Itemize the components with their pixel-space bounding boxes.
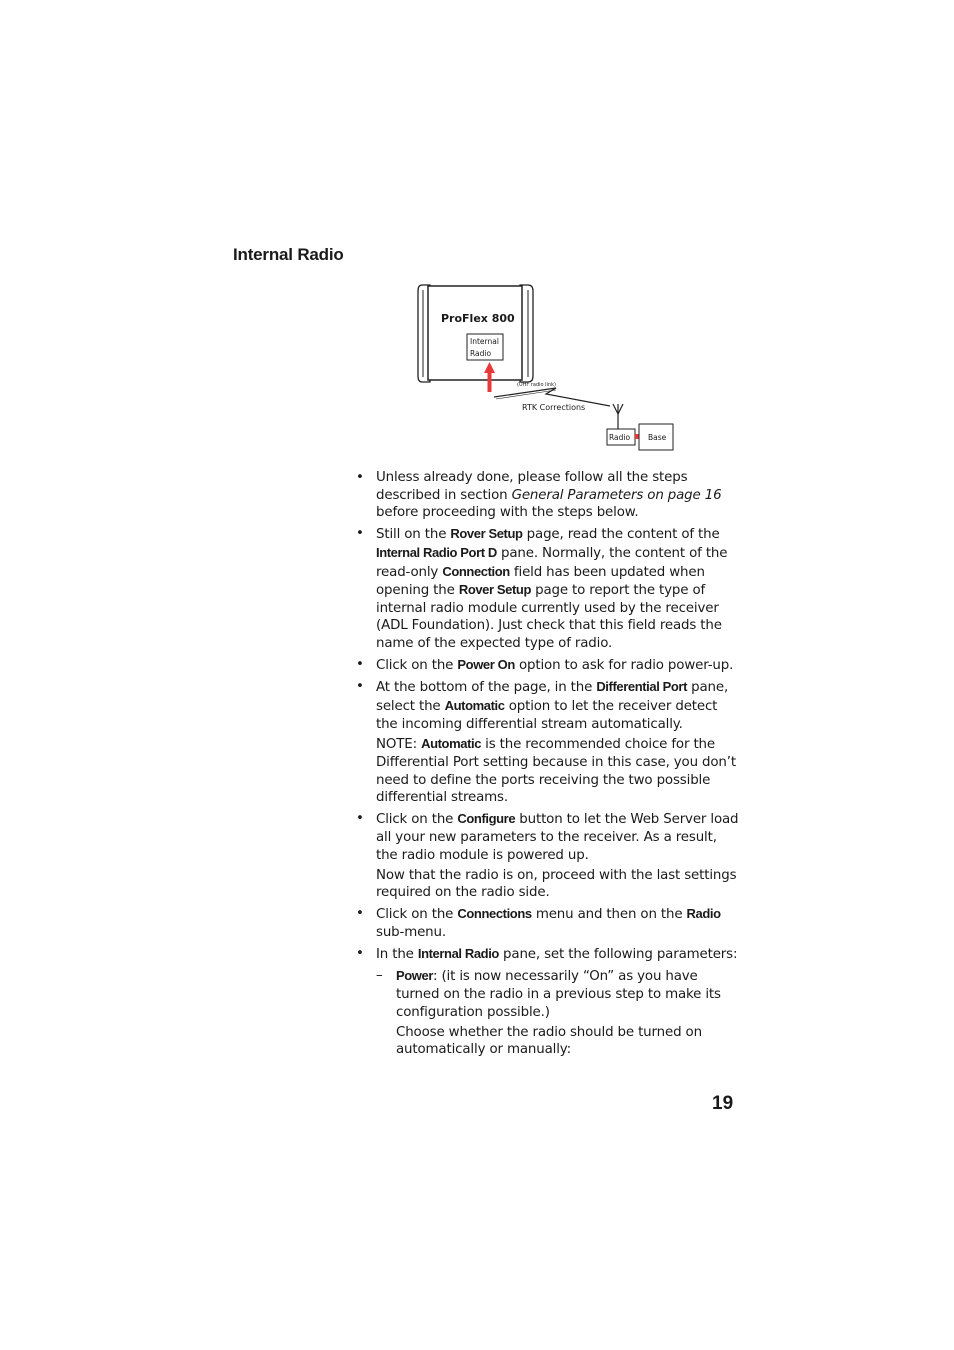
antenna-icon	[613, 404, 623, 430]
section-reference: General Parameters on page 16	[511, 487, 722, 503]
note: Choose whether the radio should be turned on automatically or manually:	[396, 1024, 702, 1058]
note: Now that the radio is on, proceed with the last settings required on the radio side.	[376, 867, 737, 901]
bullet: •	[356, 906, 364, 922]
list-item: • At the bottom of the page, in the Differential Port pane, select the Automatic option to let the receiver detect the incoming differential stream automatically. NOTE: Automatic is the recommended choice for the Differential Port setting because in this case, you don’t need to define the ports receiving the two possible differential streams.	[356, 678, 741, 807]
sub-list-item: – Power: (it is now necessarily “On” as you have turned on the radio in a previous step to make its configuration possible.) Choose whether the radio should be turned on automatically or manually:	[376, 967, 741, 1058]
list-item: • Unless already done, please follow all the steps described in section General Parameters on page 16 before proceeding with the steps below.	[356, 470, 722, 521]
note: NOTE: Automatic is the recommended choice for the Differential Port setting because in this case, you don’t need to define the ports receiving the two possible differential streams.	[376, 736, 736, 806]
bullet: •	[356, 946, 364, 962]
proflex-radio-diagram	[410, 280, 690, 456]
list-item: • Click on the Power On option to ask for radio power-up.	[356, 657, 734, 674]
bullet: •	[356, 526, 364, 542]
instruction-list	[356, 469, 741, 1062]
internal-radio-label-2: Radio	[470, 349, 492, 358]
list-item: • Click on the Configure button to let the Web Server load all your new parameters to the receiver. As a result, the radio module is powered up. Now that the radio is on, proceed with the last settings required on the radio side.	[356, 810, 741, 901]
list-item: • Click on the Connections menu and then on the Radio sub-menu.	[356, 906, 721, 940]
uhf-link-label: (UHF radio link)	[517, 382, 556, 388]
dash: –	[376, 968, 383, 984]
bullet: •	[356, 811, 364, 827]
base-label: Base	[648, 433, 667, 442]
page-number: 19	[712, 1093, 734, 1114]
section-heading: Internal Radio	[233, 245, 344, 264]
bullet: •	[356, 470, 364, 485]
bullet: •	[356, 679, 364, 695]
rtk-corrections-label: RTK Corrections	[522, 403, 586, 412]
bullet: •	[356, 657, 364, 673]
radio-label: Radio	[609, 433, 631, 442]
internal-radio-label-1: Internal	[470, 337, 499, 346]
list-item: • In the Internal Radio pane, set the following parameters: – Power: (it is now necessarily “On” as you have turned on the radio in a previous step to make its configuration possible.) Choose whether the radio should be turned on automatically or manually:	[356, 945, 741, 1059]
device-label: ProFlex 800	[441, 312, 515, 325]
list-item: • Still on the Rover Setup page, read the content of the Internal Radio Port D pane. Normally, the content of the read-only Connection field has been updated when opening the Rover Setup page to report the type of internal radio module currently used by the receiver (ADL Foundation). Just check that this field reads the name of the expected type of radio.	[356, 526, 728, 651]
